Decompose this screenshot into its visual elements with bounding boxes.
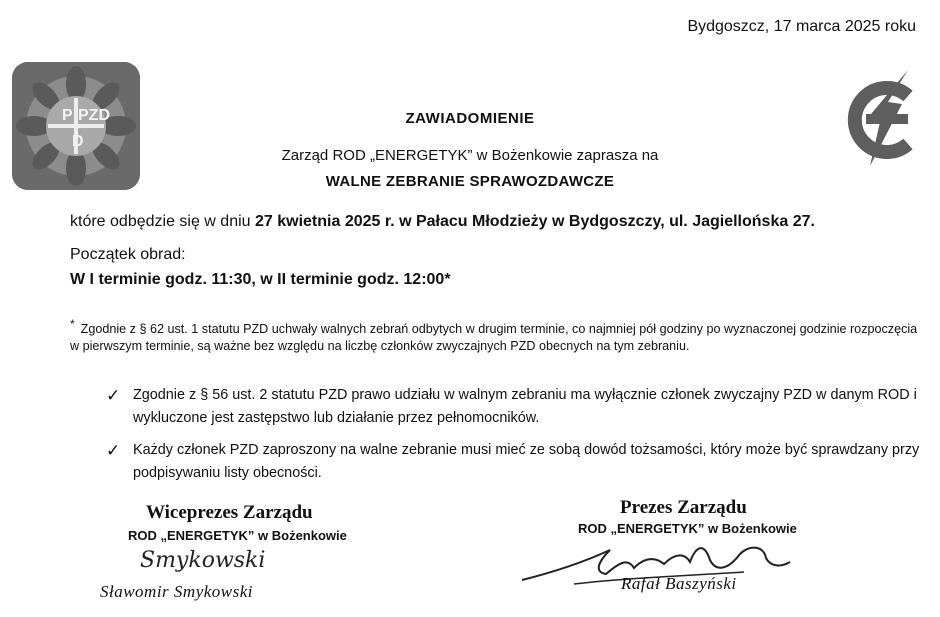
- date-line: Bydgoszcz, 17 marca 2025 roku: [687, 18, 916, 35]
- details-prefix: które odbędzie się w dniu: [70, 213, 255, 230]
- start-label: Początek obrad:: [70, 246, 186, 263]
- right-signatory-name: Rafał Baszyński: [621, 574, 737, 593]
- footnote: [70, 316, 922, 355]
- left-handwritten-signature: Smykowski: [140, 548, 266, 573]
- svg-text:D: D: [72, 133, 84, 150]
- right-signature-org: ROD „ENERGETYK” w Bożenkowie: [578, 521, 797, 536]
- list-item: [106, 439, 926, 485]
- footnote-text: Zgodnie z § 62 ust. 1 statutu PZD uchwały walnych zebrań odbytych w drugim terminie, co najmniej pół godziny po wyznaczonej godzinie rozpoczęcia w pierwszym terminie, są ważne bez względu na liczbę członków zwyczajnych PZD obecnych na tym zebraniu.: [70, 322, 918, 354]
- checkmark-icon: ✓: [106, 386, 121, 405]
- right-signature-title: Prezes Zarządu: [620, 497, 747, 518]
- invitation-line: Zarząd ROD „ENERGETYK” w Bożenkowie zaprasza na: [281, 147, 659, 164]
- list-item-text: Każdy członek PZD zaproszony na walne zebranie musi mieć ze sobą dowód tożsamości, który może być sprawdzany przy podpisywaniu listy obecności.: [133, 442, 920, 481]
- notice-title: ZAWIADOMIENIE: [405, 110, 535, 127]
- meeting-terms: W I terminie godz. 11:30, w II terminie godz. 12:00*: [70, 271, 451, 288]
- meeting-name: WALNE ZEBRANIE SPRAWOZDAWCZE: [325, 173, 615, 190]
- left-signature-org: ROD „ENERGETYK” w Bożenkowie: [128, 528, 347, 543]
- list-item-text: Zgodnie z § 56 ust. 2 statutu PZD prawo udziału w walnym zebraniu ma wyłącznie członek zwyczajny PZD w danym ROD i wykluczone jest zastępstwo lub działanie przez pełnomocników.: [133, 387, 917, 426]
- list-item: [106, 384, 926, 430]
- footnote-marker: *: [70, 317, 75, 331]
- bullet-list: [106, 384, 926, 494]
- left-signature-title: Wiceprezes Zarządu: [146, 502, 313, 523]
- checkmark-icon: ✓: [106, 441, 121, 460]
- details-date-place: 27 kwietnia 2025 r. w Pałacu Młodzieży w Bydgoszczy, ul. Jagiellońska 27.: [255, 213, 815, 230]
- meeting-details: [70, 213, 815, 231]
- svg-text:PZD: PZD: [78, 107, 110, 124]
- svg-text:P: P: [62, 107, 73, 124]
- left-signatory-name: Sławomir Smykowski: [100, 582, 254, 601]
